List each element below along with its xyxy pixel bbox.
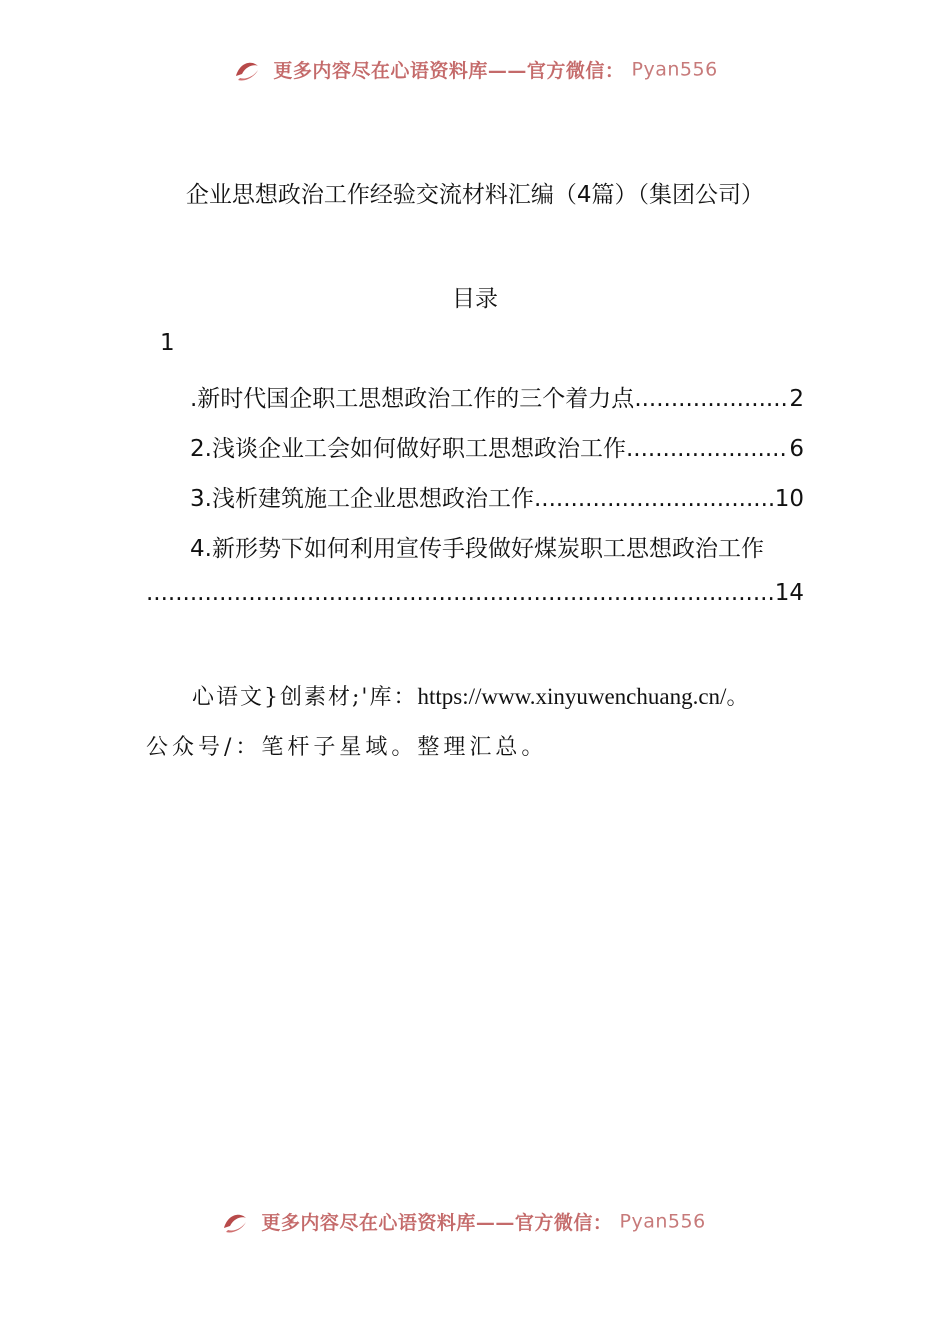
- toc-leader-dots: [146, 580, 775, 606]
- toc-entry-title: 3.浅析建筑施工企业思想政治工作: [190, 486, 534, 512]
- watermark-account: Pyan556: [631, 58, 718, 81]
- toc-entry-title: .新时代国企职工思想政治工作的三个着力点: [190, 386, 635, 412]
- source-note-line-1: [146, 680, 816, 711]
- watermark-text: 更多内容尽在心语资料库——官方微信：: [261, 1212, 613, 1234]
- toc-entry-4-continued[interactable]: [146, 580, 804, 606]
- watermark-account: Pyan556: [619, 1210, 706, 1233]
- header-watermark: [0, 56, 950, 86]
- toc-entry-4[interactable]: [190, 530, 804, 563]
- toc-entry-title: 2.浅谈企业工会如何做好职工思想政治工作: [190, 436, 626, 462]
- toc-leader-dots: [634, 386, 789, 412]
- toc-leader-dots: [626, 436, 789, 462]
- source-note-line-2: 公众号/：笔杆子星域。整理汇总。: [146, 735, 548, 760]
- toc-heading: 目录: [452, 286, 498, 312]
- toc-entry-3[interactable]: [190, 480, 804, 513]
- logo-icon: [220, 1210, 250, 1234]
- logo-icon: [232, 58, 262, 82]
- toc-leader-dots: [534, 486, 775, 512]
- watermark-text: 更多内容尽在心语资料库——官方微信：: [273, 60, 625, 82]
- footer-watermark: [0, 1208, 938, 1238]
- source-note-suffix: 。: [726, 685, 751, 710]
- toc-entry-1[interactable]: [190, 380, 804, 413]
- toc-entry-2[interactable]: [190, 430, 804, 463]
- toc-entry-page: 2: [789, 386, 804, 412]
- toc-entry-title: 4.新形势下如何利用宣传手段做好煤炭职工思想政治工作: [190, 536, 764, 562]
- toc-first-number: 1: [160, 330, 175, 356]
- source-url[interactable]: https://www.xinyuwenchuang.cn/: [417, 684, 727, 709]
- toc-entry-page: 6: [789, 436, 804, 462]
- toc-entry-page: 10: [774, 486, 804, 512]
- toc-entry-page: 14: [774, 580, 804, 606]
- document-title: 企业思想政治工作经验交流材料汇编（4篇）（集团公司）: [185, 182, 765, 208]
- source-note-prefix: 心语文}创素材;'库：: [192, 685, 418, 710]
